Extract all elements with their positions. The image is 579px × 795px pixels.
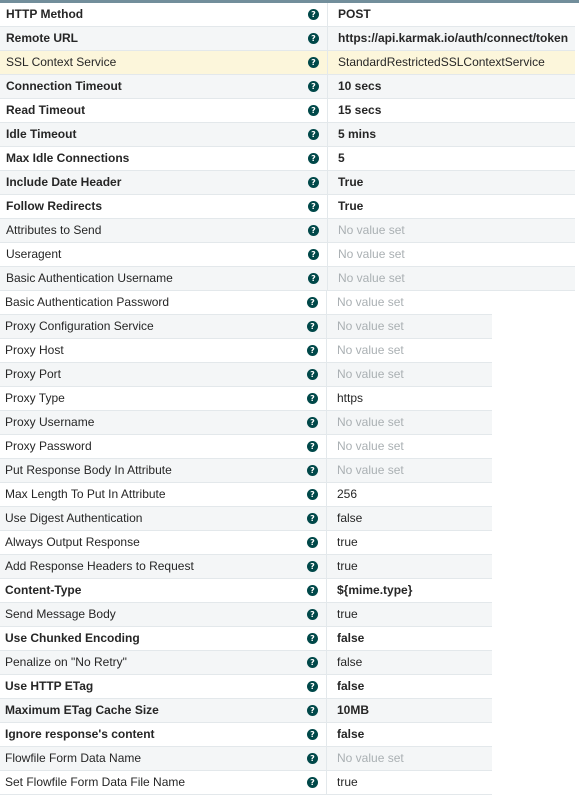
property-row[interactable] [0,363,492,387]
property-row[interactable] [0,75,575,99]
property-value[interactable]: true [326,531,492,555]
property-row[interactable] [0,771,492,795]
property-name: Useragent [6,247,62,261]
property-name: Connection Timeout [6,79,122,93]
property-name: Always Output Response [5,535,140,549]
property-name: Proxy Configuration Service [5,319,154,333]
help-icon[interactable]: ? [307,777,318,788]
property-value[interactable]: 10 secs [327,75,575,99]
property-name: Proxy Port [5,367,62,381]
property-row[interactable] [0,411,492,435]
property-value[interactable]: StandardRestrictedSSLContextService [327,51,575,75]
property-row[interactable] [0,99,575,123]
help-icon[interactable]: ? [308,33,319,44]
property-row[interactable] [0,627,492,651]
help-icon[interactable]: ? [307,297,318,308]
property-row[interactable] [0,651,492,675]
help-icon[interactable]: ? [307,321,318,332]
help-icon[interactable]: ? [307,513,318,524]
property-row[interactable] [0,675,492,699]
help-icon[interactable]: ? [308,177,319,188]
property-value[interactable]: 256 [326,483,492,507]
property-value[interactable]: false [326,675,492,699]
help-icon[interactable]: ? [307,705,318,716]
help-icon[interactable]: ? [307,609,318,620]
property-name: Put Response Body In Attribute [5,463,172,477]
property-value[interactable]: POST [327,3,575,27]
property-row[interactable] [0,51,575,75]
help-icon[interactable]: ? [307,489,318,500]
property-value[interactable]: https://api.karmak.io/auth/connect/token [327,27,575,51]
property-value[interactable]: No value set [326,315,492,339]
property-name: Proxy Host [5,343,64,357]
property-row[interactable] [0,459,492,483]
help-icon[interactable]: ? [307,417,318,428]
property-name: Remote URL [6,31,79,45]
property-row[interactable] [0,435,492,459]
help-icon[interactable]: ? [308,9,319,20]
property-value[interactable]: 5 [327,147,575,171]
property-row[interactable] [0,699,492,723]
property-name: Include Date Header [6,175,122,189]
help-icon[interactable]: ? [307,561,318,572]
property-name: Ignore response's content [5,727,155,741]
property-name: Set Flowfile Form Data File Name [5,775,186,789]
property-name: Flowfile Form Data Name [5,751,142,765]
property-row[interactable] [0,507,492,531]
property-name: Basic Authentication Password [5,295,170,309]
help-icon[interactable]: ? [307,753,318,764]
property-value[interactable]: 15 secs [327,99,575,123]
property-value[interactable]: No value set [326,459,492,483]
property-value[interactable]: No value set [327,219,575,243]
property-value[interactable]: false [326,723,492,747]
property-row[interactable] [0,315,492,339]
property-row[interactable] [0,243,575,267]
property-name: Use Digest Authentication [5,511,143,525]
property-name: Proxy Password [5,439,92,453]
property-value[interactable]: 10MB [326,699,492,723]
property-name: Basic Authentication Username [6,271,173,285]
property-name: Content-Type [5,583,82,597]
property-name: Read Timeout [6,103,86,117]
help-icon[interactable]: ? [308,129,319,140]
help-icon[interactable]: ? [307,441,318,452]
property-row[interactable] [0,267,575,291]
property-value[interactable]: true [326,771,492,795]
property-value[interactable]: false [326,627,492,651]
help-icon[interactable]: ? [307,585,318,596]
property-name: SSL Context Service [6,55,117,69]
property-value[interactable]: false [326,507,492,531]
property-value[interactable]: True [327,195,575,219]
property-value[interactable]: No value set [327,243,575,267]
property-value[interactable]: true [326,555,492,579]
property-row[interactable] [0,3,575,27]
property-row[interactable] [0,747,492,771]
property-row[interactable] [0,483,492,507]
property-row[interactable] [0,555,492,579]
property-name: HTTP Method [6,7,84,21]
help-icon[interactable]: ? [307,465,318,476]
help-icon[interactable]: ? [308,105,319,116]
property-value[interactable]: No value set [326,291,492,315]
property-name: Use HTTP ETag [5,679,94,693]
property-value[interactable]: No value set [326,411,492,435]
property-value[interactable]: 5 mins [327,123,575,147]
property-row[interactable] [0,387,492,411]
property-name: Max Idle Connections [6,151,130,165]
property-name: Send Message Body [5,607,116,621]
properties-table [0,3,579,795]
property-name: Follow Redirects [6,199,103,213]
property-value[interactable]: No value set [326,747,492,771]
property-name: Max Length To Put In Attribute [5,487,166,501]
property-value[interactable]: No value set [326,435,492,459]
property-row[interactable] [0,219,575,243]
help-icon[interactable]: ? [308,81,319,92]
property-value[interactable]: ${mime.type} [326,579,492,603]
property-value[interactable]: true [326,603,492,627]
help-icon[interactable]: ? [307,729,318,740]
property-name: Maximum ETag Cache Size [5,703,159,717]
help-icon[interactable]: ? [308,57,319,68]
help-icon[interactable]: ? [307,681,318,692]
property-value[interactable]: No value set [326,363,492,387]
property-value[interactable]: True [327,171,575,195]
property-row[interactable] [0,579,492,603]
help-icon[interactable]: ? [307,393,318,404]
property-name: Use Chunked Encoding [5,631,140,645]
help-icon[interactable]: ? [307,537,318,548]
help-icon[interactable]: ? [308,201,319,212]
property-row[interactable] [0,531,492,555]
property-name: Proxy Type [5,391,65,405]
property-row[interactable] [0,723,492,747]
help-icon[interactable]: ? [307,633,318,644]
help-icon[interactable]: ? [307,369,318,380]
help-icon[interactable]: ? [307,345,318,356]
property-row[interactable] [0,195,575,219]
property-name: Penalize on "No Retry" [5,655,127,669]
property-value[interactable]: No value set [327,267,575,291]
property-name: Idle Timeout [6,127,77,141]
property-value[interactable]: https [326,387,492,411]
property-name: Add Response Headers to Request [5,559,194,573]
property-row[interactable] [0,339,492,363]
property-value[interactable]: No value set [326,339,492,363]
help-icon[interactable]: ? [308,225,319,236]
help-icon[interactable]: ? [308,153,319,164]
help-icon[interactable]: ? [308,273,319,284]
property-value[interactable]: false [326,651,492,675]
property-name: Proxy Username [5,415,95,429]
property-row[interactable] [0,27,575,51]
property-row[interactable] [0,603,492,627]
property-row[interactable] [0,171,575,195]
property-row[interactable] [0,123,575,147]
help-icon[interactable]: ? [307,657,318,668]
property-name: Attributes to Send [6,223,102,237]
help-icon[interactable]: ? [308,249,319,260]
property-row[interactable] [0,291,492,315]
property-row[interactable] [0,147,575,171]
